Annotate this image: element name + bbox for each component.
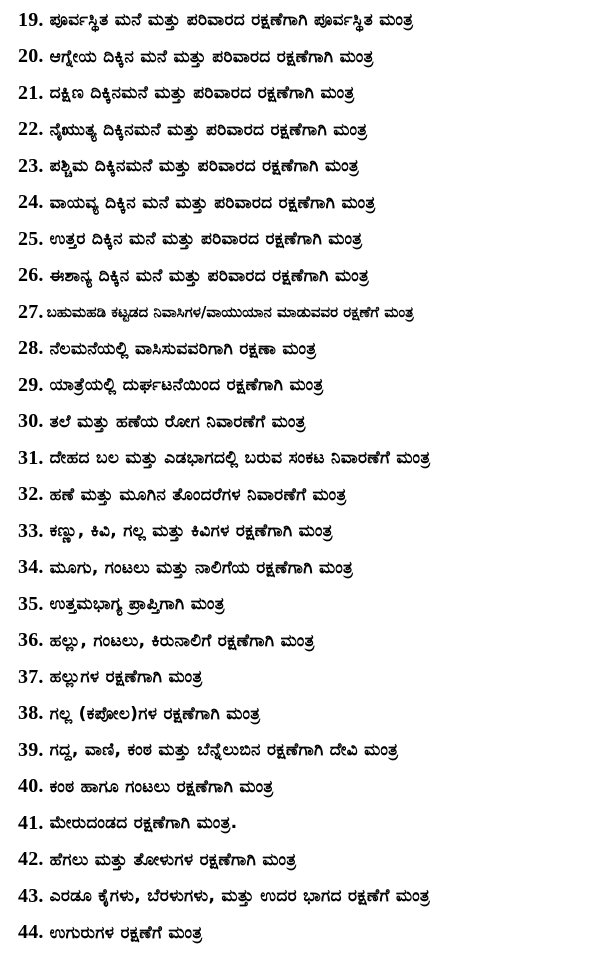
entry-number: 29. xyxy=(18,373,44,396)
list-item xyxy=(18,39,596,76)
entry-number: 43. xyxy=(18,884,44,907)
list-item xyxy=(18,550,596,587)
entry-title: ನೈಋುತ್ಯ ದಿಕ್ಕಿನಮನೆ ಮತ್ತು ಪರಿವಾರದ ರಕ್ಷಣೆಗಾಗಿ ಮಂತ್ರ xyxy=(49,119,368,140)
entry-number: 32. xyxy=(18,483,44,506)
entry-number: 28. xyxy=(18,337,44,360)
entry-title: ಯಾತ್ರೆಯಲ್ಲಿ ದುರ್ಘಟನೆಯಿಂದ ರಕ್ಷಣೆಗಾಗಿ ಮಂತ್ರ xyxy=(49,375,324,396)
entry-number: 21. xyxy=(18,81,44,104)
list-item xyxy=(18,331,596,368)
list-item xyxy=(18,805,596,842)
list-item xyxy=(18,221,596,258)
list-item xyxy=(18,477,596,514)
entry-number: 34. xyxy=(18,556,44,579)
entry-title: ದೇಹದ ಬಲ ಮತ್ತು ಎಡಭಾಗದಲ್ಲಿ ಬರುವ ಸಂಕಟ ನಿವಾರಣೆಗೆ ಮಂತ್ರ xyxy=(49,448,431,469)
entry-title: ಕಣ್ಣು, ಕಿವಿ, ಗಲ್ಲ ಮತ್ತು ಕಿವಿಗಳ ರಕ್ಷಣೆಗಾಗಿ ಮಂತ್ರ xyxy=(49,521,333,542)
entry-title: ಮೂಗು, ಗಂಟಲು ಮತ್ತು ನಾಲಿಗೆಯ ರಕ್ಷಣೆಗಾಗಿ ಮಂತ್ರ xyxy=(49,557,354,578)
entry-number: 33. xyxy=(18,519,44,542)
entry-title: ಹೆಗಲು ಮತ್ತು ತೋಳುಗಳ ರಕ್ಷಣೆಗಾಗಿ ಮಂತ್ರ xyxy=(49,849,297,870)
entry-title: ಪಶ್ಚಿಮ ದಿಕ್ಕಿನಮನೆ ಮತ್ತು ಪರಿವಾರದ ರಕ್ಷಣೆಗಾಗಿ ಮಂತ್ರ xyxy=(49,156,359,177)
list-item xyxy=(18,294,596,331)
entry-title: ಎರಡೂ ಕೈಗಳು, ಬೆರಳುಗಳು, ಮತ್ತು ಉದರ ಭಾಗದ ರಕ್ಷಣೆಗೆ ಮಂತ್ರ xyxy=(49,886,430,907)
entry-title: ಬಹುಮಹಡಿ ಕಟ್ಟಡದ ನಿವಾಸಿಗಳ/ವಾಯುಯಾನ ಮಾಡುವವರ ರಕ್ಷಣೆಗೆ ಮಂತ್ರ xyxy=(46,303,414,322)
list-item xyxy=(18,659,596,696)
entry-number: 27. xyxy=(18,300,44,323)
entry-number: 44. xyxy=(18,921,44,944)
entry-title: ಈಶಾನ್ಯ ದಿಕ್ಕಿನ ಮನೆ ಮತ್ತು ಪರಿವಾರದ ರಕ್ಷಣೆಗಾಗಿ ಮಂತ್ರ xyxy=(49,265,369,286)
list-item xyxy=(18,148,596,185)
entry-number: 39. xyxy=(18,738,44,761)
entry-number: 31. xyxy=(18,446,44,469)
list-item xyxy=(18,440,596,477)
entry-number: 20. xyxy=(18,45,44,68)
entry-number: 23. xyxy=(18,154,44,177)
list-item xyxy=(18,878,596,915)
entry-number: 41. xyxy=(18,811,44,834)
list-item xyxy=(18,915,596,952)
list-item xyxy=(18,2,596,39)
entry-title: ಗಲ್ಲ (ಕಪೋಲ)ಗಳ ರಕ್ಷಣೆಗಾಗಿ ಮಂತ್ರ xyxy=(49,703,261,724)
list-item xyxy=(18,367,596,404)
entry-number: 22. xyxy=(18,118,44,141)
list-item xyxy=(18,513,596,550)
list-item xyxy=(18,696,596,733)
entry-title: ಹಲ್ಲು, ಗಂಟಲು, ಕಿರುನಾಲಿಗೆ ರಕ್ಷಣೆಗಾಗಿ ಮಂತ್ರ xyxy=(49,630,315,651)
entry-title: ಮೇರುದಂಡದ ರಕ್ಷಣೆಗಾಗಿ ಮಂತ್ರ. xyxy=(49,813,238,834)
list-item xyxy=(18,258,596,295)
entry-number: 37. xyxy=(18,665,44,688)
entry-number: 38. xyxy=(18,702,44,725)
entry-number: 36. xyxy=(18,629,44,652)
entry-title: ಪೂರ್ವಸ್ಥಿತ ಮನೆ ಮತ್ತು ಪರಿವಾರದ ರಕ್ಷಣೆಗಾಗಿ ಪೂರ್ವಸ್ಥಿತ ಮಂತ್ರ xyxy=(49,10,414,31)
entry-number: 42. xyxy=(18,848,44,871)
entry-number: 30. xyxy=(18,410,44,433)
entry-title: ಉತ್ತಮಭಾಗ್ಯ ಪ್ರಾಪ್ತಿಗಾಗಿ ಮಂತ್ರ xyxy=(49,594,225,615)
entry-number: 40. xyxy=(18,775,44,798)
list-item xyxy=(18,769,596,806)
list-item xyxy=(18,842,596,879)
entry-title: ದಕ್ಷಿಣ ದಿಕ್ಕಿನಮನೆ ಮತ್ತು ಪರಿವಾರದ ರಕ್ಷಣೆಗಾಗಿ ಮಂತ್ರ xyxy=(49,83,355,104)
entry-title: ತಲೆ ಮತ್ತು ಹಣೆಯ ರೋಗ ನಿವಾರಣೆಗೆ ಮಂತ್ರ xyxy=(49,411,306,432)
entry-title: ಉಗುರುಗಳ ರಕ್ಷಣೆಗೆ ಮಂತ್ರ xyxy=(49,922,203,943)
list-item xyxy=(18,75,596,112)
mantra-list xyxy=(18,2,596,951)
entry-number: 24. xyxy=(18,191,44,214)
entry-title: ಹಲ್ಲುಗಳ ರಕ್ಷಣೆಗಾಗಿ ಮಂತ್ರ xyxy=(49,667,203,688)
entry-number: 25. xyxy=(18,227,44,250)
entry-title: ಗದ್ದ, ವಾಣಿ, ಕಂಠ ಮತ್ತು ಬೆನ್ನೆಲುಬಿನ ರಕ್ಷಣೆಗಾಗಿ ದೇವಿ ಮಂತ್ರ xyxy=(49,740,399,761)
entry-title: ನೆಲಮನೆಯಲ್ಲಿ ವಾಸಿಸುವವರಿಗಾಗಿ ರಕ್ಷಣಾ ಮಂತ್ರ xyxy=(49,338,317,359)
entry-title: ಉತ್ತರ ದಿಕ್ಕಿನ ಮನೆ ಮತ್ತು ಪರಿವಾರದ ರಕ್ಷಣೆಗಾಗಿ ಮಂತ್ರ xyxy=(49,229,363,250)
entry-title: ವಾಯವ್ಯ ದಿಕ್ಕಿನ ಮನೆ ಮತ್ತು ಪರಿವಾರದ ರಕ್ಷಣೆಗಾಗಿ ಮಂತ್ರ xyxy=(49,192,376,213)
list-item xyxy=(18,112,596,149)
entry-number: 35. xyxy=(18,592,44,615)
entry-title: ಕಂಠ ಹಾಗೂ ಗಂಟಲು ರಕ್ಷಣೆಗಾಗಿ ಮಂತ್ರ xyxy=(49,776,274,797)
entry-title: ಹಣೆ ಮತ್ತು ಮೂಗಿನ ತೊಂದರೆಗಳ ನಿವಾರಣೆಗೆ ಮಂತ್ರ xyxy=(49,484,347,505)
list-item xyxy=(18,185,596,222)
entry-number: 26. xyxy=(18,264,44,287)
entry-title: ಆಗ್ನೇಯ ದಿಕ್ಕಿನ ಮನೆ ಮತ್ತು ಪರಿವಾರದ ರಕ್ಷಣೆಗಾಗಿ ಮಂತ್ರ xyxy=(49,46,374,67)
entry-number: 19. xyxy=(18,8,44,31)
list-item xyxy=(18,404,596,441)
list-item xyxy=(18,732,596,769)
list-item xyxy=(18,623,596,660)
list-item xyxy=(18,586,596,623)
